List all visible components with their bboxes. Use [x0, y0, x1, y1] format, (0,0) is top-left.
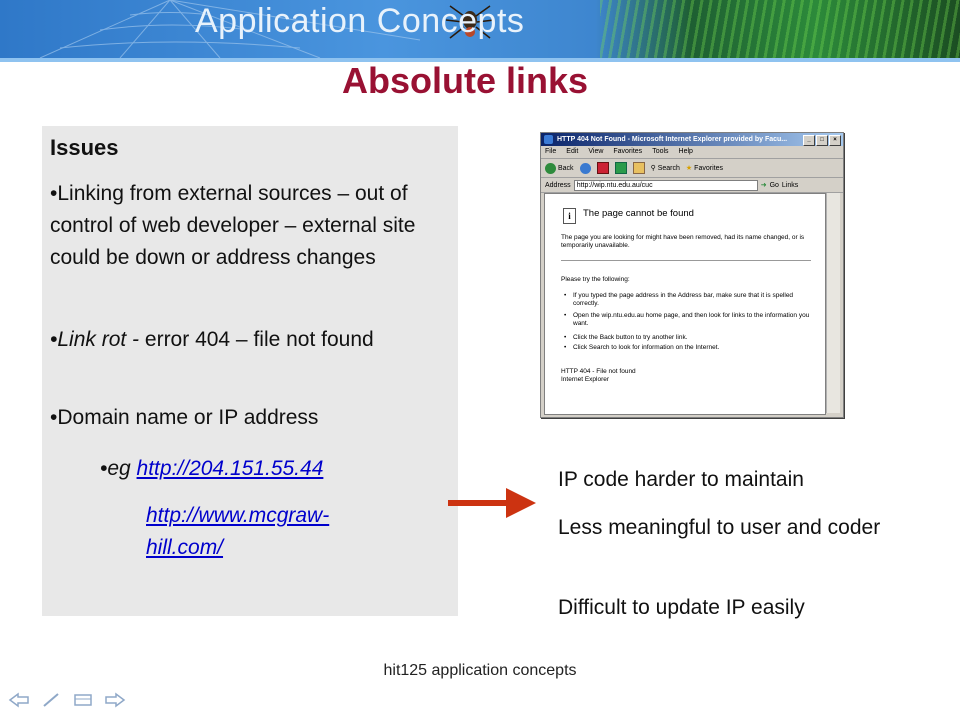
bullet-example [100, 453, 440, 485]
browser-menubar [541, 146, 843, 159]
issues-heading: Issues [50, 135, 119, 160]
bullet-domain-ip: •Domain name or IP address [50, 406, 319, 429]
link-rot-text: error 404 – file not found [144, 328, 374, 351]
go-label: Go [769, 181, 779, 189]
note-ip-maintenance: IP code harder to maintain [558, 468, 804, 491]
back-tool [545, 163, 574, 174]
slide-nav [8, 692, 126, 708]
pen-icon[interactable] [40, 692, 62, 708]
close-icon: × [829, 135, 841, 146]
banner-title: Application Concepts [195, 2, 525, 40]
bullet-external-sources: •Linking from external sources – out of control of web developer – external site could be down or address changes [50, 182, 416, 269]
suggestion-item: • Click Search to look for information on the Internet. [573, 344, 813, 352]
home-icon [633, 162, 645, 174]
back-label: Back [558, 164, 574, 172]
menu-favorites: Favorites [613, 148, 643, 155]
menu-icon[interactable] [72, 692, 94, 708]
error-heading: The page cannot be found [583, 208, 694, 219]
error-code: HTTP 404 - File not found [561, 368, 636, 375]
menu-tools: Tools [652, 148, 669, 155]
suggestion-item: • If you typed the page address in the Address bar, make sure that it is spelled correctly. [573, 292, 813, 308]
favorites-label: Favorites [694, 164, 723, 172]
browser-toolbar [541, 159, 843, 178]
link-rot-label: •Link rot - [50, 328, 145, 351]
back-icon [545, 163, 556, 174]
favorites-tool [686, 164, 723, 172]
menu-help: Help [678, 148, 693, 155]
error-intro: The page you are looking for might have been removed, had its name changed, or is temporarily unavailable. [561, 234, 805, 249]
go-arrow-icon: ➜ [760, 182, 767, 189]
header-banner [0, 0, 960, 62]
banner-pattern [600, 0, 960, 58]
browser-titlebar [541, 133, 843, 146]
previous-slide-icon[interactable] [8, 692, 30, 708]
browser-window-title: HTTP 404 Not Found - Microsoft Internet Explorer provided by Facu... [557, 136, 788, 143]
suggestion-item: • Open the wip.ntu.edu.au home page, and then look for links to the information you want. [573, 312, 813, 328]
red-arrow-icon [448, 486, 538, 522]
try-label: Please try the following: [561, 276, 630, 283]
slide-footer: hit125 application concepts [383, 662, 577, 679]
suggestion-item: • Click the Back button to try another link. [573, 334, 813, 342]
slide-title: Absolute links [341, 60, 589, 101]
search-icon: ⚲ [650, 165, 656, 172]
stop-icon [597, 162, 609, 174]
address-label: Address [545, 181, 571, 189]
address-field: http://wip.ntu.edu.au/cuc [574, 180, 758, 191]
browser-address-bar [541, 178, 843, 193]
links-label: Links [781, 181, 799, 189]
menu-file: File [545, 148, 557, 155]
menu-view: View [588, 148, 604, 155]
browser-scrollbar [826, 193, 840, 413]
error-browser: Internet Explorer [561, 376, 610, 383]
forward-icon [580, 163, 591, 174]
info-icon: i [563, 208, 576, 224]
search-label: Search [657, 164, 680, 172]
menu-edit: Edit [566, 148, 579, 155]
domain-link-block [146, 500, 406, 564]
note-less-meaningful: Less meaningful to user and coder [558, 516, 881, 539]
domain-link[interactable]: http://www.mcgraw-hill.com/ [146, 504, 330, 559]
refresh-icon [615, 162, 627, 174]
search-tool [651, 164, 680, 172]
ie-logo-icon [544, 135, 553, 144]
browser-404-screenshot [540, 132, 844, 418]
ip-address-link[interactable]: http://204.151.55.44 [136, 457, 324, 480]
minimize-icon: _ [803, 135, 815, 146]
next-slide-icon[interactable] [104, 692, 126, 708]
maximize-icon: □ [816, 135, 828, 146]
bullet-link-rot [50, 324, 450, 356]
star-icon: ★ [685, 165, 693, 172]
browser-page-content [544, 193, 826, 415]
divider [561, 260, 811, 261]
note-update-ip: Difficult to update IP easily [558, 596, 805, 619]
eg-label: •eg [100, 457, 137, 480]
